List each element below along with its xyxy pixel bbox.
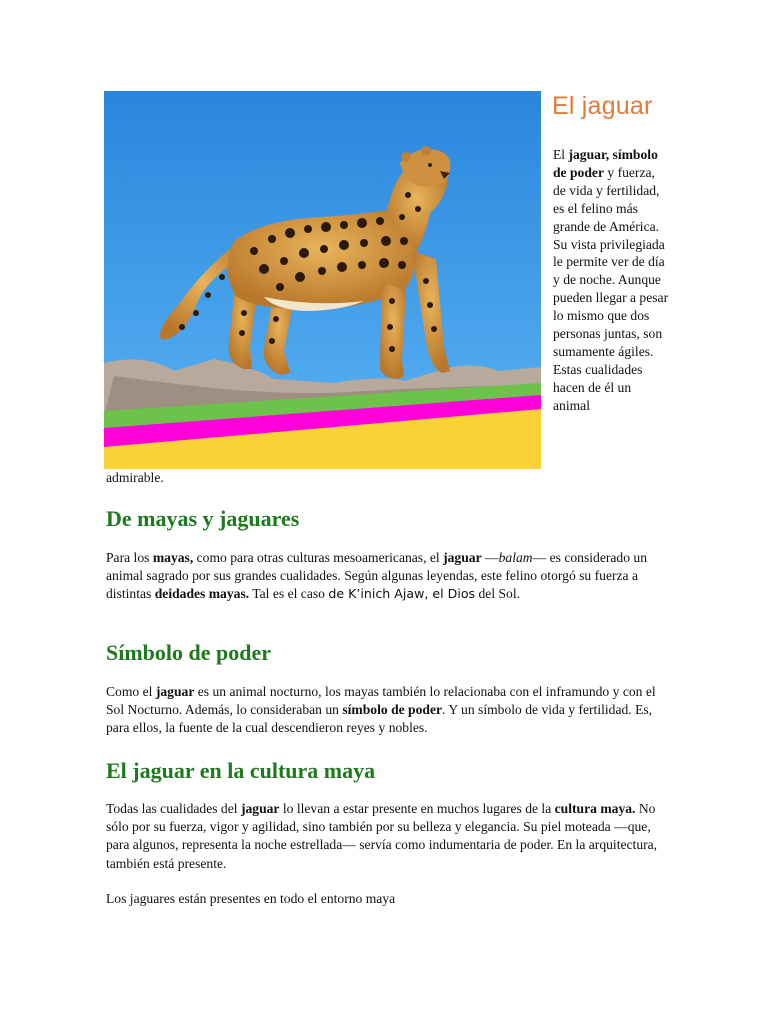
paragraph-cultura: Todas las cualidades del jaguar lo llevan a estar presente en muchos lugares de la cultura maya. No sólo por su fuerza, vigor y agilidad, sino también por su belleza y elegancia. Su piel moteada —que, para algunos, representa la noche estrellada— servía como indumentaria de poder. En la arquitectura, también está presente. xyxy=(106,801,658,871)
paragraph-entorno: Los jaguares están presentes en todo el entorno maya xyxy=(106,891,396,906)
heading-jaguar-cultura: El jaguar en la cultura maya xyxy=(106,758,376,783)
heading-mayas-jaguares: De mayas y jaguares xyxy=(106,506,300,531)
jaguar-photo xyxy=(104,91,541,469)
page-title: El jaguar xyxy=(552,92,653,120)
intro-paragraph: El jaguar, símbolo de poder y fuerza, de vida y fertilidad, es el felino más grande de América. Su vista privilegiada le permite ver de día y de noche. Aunque pueden llegar a pesar lo mismo que dos personas juntas, son sumamente ágiles. Estas cualidades hacen de él un animal xyxy=(553,147,669,413)
paragraph-simbolo: Como el jaguar es un animal nocturno, los mayas también lo relacionaba con el inframundo y con el Sol Nocturno. Además, lo consideraban un símbolo de poder. Y un símbolo de vida y fertilidad. Es, para ellos, la fuente de la cual descendieron reyes y nobles. xyxy=(106,684,656,736)
jaguar-illustration xyxy=(104,91,541,469)
intro-paragraph-end: admirable. xyxy=(106,470,164,485)
paragraph-mayas: Para los mayas, como para otras culturas mesoamericanas, el jaguar —balam— es considerado un animal sagrado por sus grandes cualidades. Según algunas leyendas, este felino otorgó su fuerza a distintas deidades mayas. Tal es el caso de K’inich Ajaw, el Dios del Sol. xyxy=(106,550,647,602)
heading-simbolo-poder: Símbolo de poder xyxy=(106,640,272,665)
